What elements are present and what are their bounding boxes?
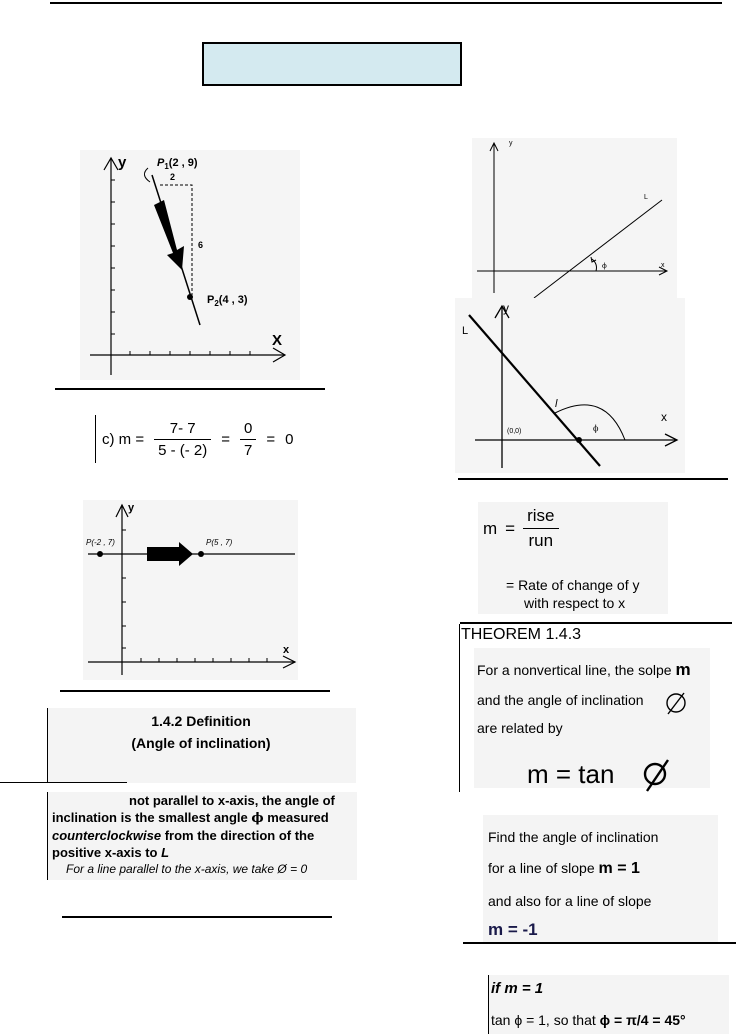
- formula-c-eq2: =: [266, 430, 276, 448]
- slope-m: m: [483, 518, 498, 538]
- definition-line-5-text: For a line parallel to the x-axis, we take Ø = 0: [66, 862, 308, 876]
- exercise-line-2-b: m = 1: [598, 860, 640, 877]
- formula-c: [95, 415, 293, 463]
- fig1-p2-sub: 2: [214, 299, 219, 309]
- fig4-angle-mark: l: [555, 398, 558, 410]
- slope-eq: =: [505, 518, 516, 538]
- fig1-p1-sub: 1: [164, 162, 169, 172]
- slope-num: rise: [523, 506, 558, 529]
- phi-symbol: [638, 757, 674, 793]
- definition-line-4-b: L: [161, 845, 170, 860]
- fig3-point-right: P(5 , 7): [206, 538, 233, 547]
- solution-line-2-a: tan ϕ = 1, so that: [491, 1012, 600, 1028]
- rule-left-1: [55, 388, 325, 390]
- fig1-p1-letter: P: [157, 157, 165, 169]
- definition-body: [47, 792, 357, 880]
- fig1-p1-label: [157, 157, 198, 171]
- solution-line-1: if m = 1: [491, 980, 544, 997]
- solution-line-2-b: ϕ = π/4 = 45°: [599, 1012, 686, 1028]
- fig2-line-label: L: [644, 194, 648, 201]
- header-box: [202, 42, 462, 86]
- fig1-axis-x: X: [272, 332, 283, 349]
- formula-c-num1: 7- 7: [154, 420, 211, 440]
- figure-negative-slope-line: [455, 298, 685, 473]
- fig2-axis-x: x: [661, 262, 665, 269]
- slope-fraction: [523, 506, 558, 551]
- top-rule: [50, 2, 722, 4]
- fig4-line-label: L: [462, 325, 469, 337]
- formula-c-num2: 0: [240, 420, 256, 440]
- slope-den: run: [528, 531, 554, 550]
- fig4-origin-label: (0,0): [507, 428, 522, 435]
- definition-phi: ϕ: [251, 811, 264, 826]
- fig3-axis-x: x: [283, 644, 290, 656]
- theorem-line-1-a: For a nonvertical line, the solpe: [477, 662, 676, 678]
- formula-c-den1: 5 - (- 2): [158, 441, 208, 459]
- formula-c-fraction-2: [240, 420, 256, 459]
- exercise-line-4: m = -1: [488, 920, 538, 939]
- fig2-axis-y: y: [509, 140, 513, 147]
- rule-left-2: [60, 690, 330, 692]
- fig1-rise-label: 6: [198, 240, 204, 250]
- fig1-p2-letter: P: [207, 294, 215, 306]
- theorem-line-3: are related by: [477, 720, 563, 736]
- slope-line-2: with respect to x: [524, 595, 626, 611]
- exercise-line-1: Find the angle of inclination: [488, 829, 659, 845]
- formula-c-prefix: c) m =: [102, 430, 145, 448]
- theorem-title: THEOREM 1.4.3: [461, 626, 582, 643]
- figure-slope-p1-p2: [80, 150, 300, 380]
- solution-line-2: [491, 1012, 686, 1028]
- figure-inclined-line: [472, 138, 677, 298]
- fig1-p2-label: [207, 294, 248, 308]
- slope-formula: [483, 506, 559, 551]
- theorem-line-2: and the angle of inclination: [477, 692, 644, 708]
- fig1-run-label: 2: [170, 172, 176, 182]
- empty-set-symbol: [663, 690, 689, 716]
- definition-line-4: [52, 844, 357, 861]
- definition-line-3: [52, 827, 357, 844]
- svg-text:ϕ: ϕ: [602, 262, 607, 270]
- formula-c-eq1: =: [221, 430, 231, 448]
- theorem-line-1-b: m: [675, 660, 691, 679]
- theorem-line-1: [477, 660, 691, 680]
- fig1-p2-coords: (4 , 3): [218, 294, 248, 306]
- exercise-line-2: [488, 860, 640, 878]
- fig3-point-left: P(-2 , 7): [86, 538, 115, 547]
- fig4-axis-y: y: [503, 301, 509, 315]
- figure-horizontal-line: [83, 500, 298, 680]
- rule-right-1: [458, 478, 728, 480]
- definition-line-5: [52, 861, 357, 878]
- definition-line-1: [52, 792, 357, 809]
- fig4-axis-x: x: [661, 410, 667, 424]
- rule-left-3: [62, 916, 332, 918]
- formula-c-result: 0: [285, 430, 294, 448]
- definition-line-3-b: from the direction of the: [161, 828, 315, 843]
- definition-number: 1.4.2 Definition: [151, 713, 251, 729]
- definition-line-1-text: not parallel to x-axis, the angle of: [129, 793, 335, 808]
- fig1-axis-y: y: [118, 154, 127, 171]
- definition-line-2: [52, 809, 357, 827]
- exercise-line-3: and also for a line of slope: [488, 893, 652, 909]
- definition-line-2-a: inclination is the smallest angle: [52, 810, 252, 825]
- definition-rule: [0, 782, 127, 783]
- fig1-p1-coords: (2 , 9): [168, 157, 198, 169]
- theorem-formula: m = tan: [527, 759, 615, 789]
- formula-c-fraction-1: [154, 420, 211, 459]
- definition-title: (Angle of inclination): [131, 735, 271, 751]
- definition-line-2-b: measured: [263, 810, 329, 825]
- svg-text:ϕ: ϕ: [593, 424, 599, 433]
- formula-c-den2: 7: [244, 441, 253, 459]
- definition-line-3-a: counterclockwise: [52, 828, 162, 843]
- exercise-line-2-a: for a line of slope: [488, 860, 599, 876]
- definition-line-4-a: positive x-axis to: [52, 845, 162, 860]
- rule-right-3: [463, 942, 736, 944]
- fig3-axis-y: y: [128, 502, 135, 514]
- slope-line-1: = Rate of change of y: [506, 577, 640, 593]
